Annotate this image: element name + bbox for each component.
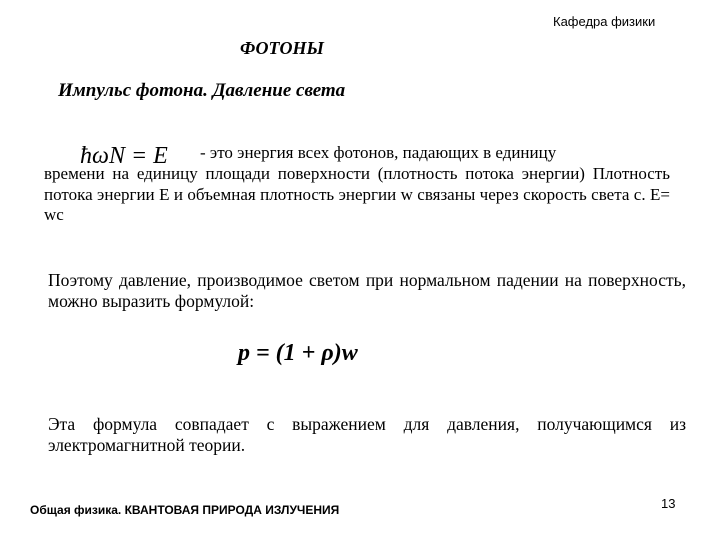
slide-subtitle: Импульс фотона. Давление света bbox=[58, 80, 346, 101]
paragraph-conclusion: Эта формула совпадает с выражением для давления, получающимся из электромагнитной теории. bbox=[48, 414, 686, 455]
department-label: Кафедра физики bbox=[553, 14, 656, 29]
footer-course-title: Общая физика. КВАНТОВАЯ ПРИРОДА ИЗЛУЧЕНИЯ bbox=[30, 503, 340, 517]
paragraph-energy-lead: - это энергия всех фотонов, падающих в единицу bbox=[200, 143, 557, 162]
energy-formula: ħωN = E bbox=[80, 143, 168, 169]
page-number: 13 bbox=[661, 496, 676, 511]
paragraph-energy-density: времени на единицу площади поверхности (плотность потока энергии) Плотность потока энергии E и объемная плотность энергии w связаны через скорость света c. E= wc bbox=[44, 164, 670, 224]
pressure-formula: p = (1 + ρ)w bbox=[238, 340, 358, 366]
slide-title: ФОТОНЫ bbox=[240, 38, 324, 58]
paragraph-pressure: Поэтому давление, производимое светом при нормальном падении на поверхность, можно выразить формулой: bbox=[48, 270, 686, 311]
